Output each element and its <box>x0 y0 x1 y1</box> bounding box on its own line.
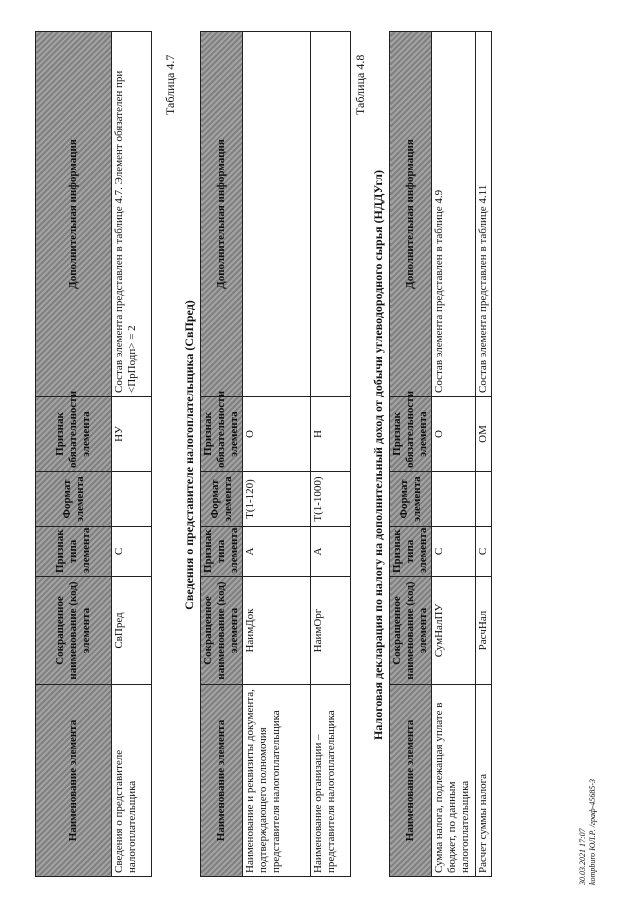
header-cell: Признак типа элемента <box>36 527 112 577</box>
header-cell: Наименование элемента <box>201 685 243 877</box>
header-cell: Дополнительная информация <box>390 32 432 397</box>
cell: Сведения о представителе налогоплательщика <box>112 685 152 877</box>
table-row <box>476 32 492 877</box>
document-stamp <box>578 779 598 885</box>
header-cell: Признак обязательности элемента <box>390 397 432 472</box>
stamp-id: kompburo ЮЛ.Р. /граф-45685-3 <box>588 778 597 885</box>
header-cell: Признак обязательности элемента <box>201 397 243 472</box>
table-label: Таблица 4.8 <box>353 54 367 115</box>
header-cell: Признак обязательности элемента <box>36 397 112 472</box>
cell: О <box>432 397 476 472</box>
header-cell: Дополнительная информация <box>36 32 112 397</box>
table-label: Таблица 4.7 <box>163 54 177 115</box>
cell: ОМ <box>476 397 492 472</box>
cell: Н <box>311 397 351 472</box>
cell <box>243 32 311 397</box>
cell: А <box>311 527 351 577</box>
header-cell: Формат элемента <box>201 472 243 527</box>
table-row <box>112 32 152 877</box>
header-cell: Сокращенное наименование (код) элемента <box>201 577 243 685</box>
header-cell: Формат элемента <box>390 472 432 527</box>
cell <box>311 32 351 397</box>
header-cell: Признак типа элемента <box>201 527 243 577</box>
header-cell: Дополнительная информация <box>201 32 243 397</box>
cell: СвПред <box>112 577 152 685</box>
cell <box>112 472 152 527</box>
cell: T(1-120) <box>243 472 311 527</box>
cell: СумНалПУ <box>432 577 476 685</box>
cell: С <box>112 527 152 577</box>
cell: А <box>243 527 311 577</box>
header-cell: Наименование элемента <box>390 685 432 877</box>
cell: НаимОрг <box>311 577 351 685</box>
table-header-row <box>36 32 112 877</box>
cell: РасчНал <box>476 577 492 685</box>
cell: Наименование и реквизиты документа, подтверждающего полномочия представителя налогоплательщика <box>243 685 311 877</box>
table-1 <box>35 31 152 877</box>
table-header-row <box>201 32 243 877</box>
cell: T(1-1000) <box>311 472 351 527</box>
table-2 <box>200 31 351 877</box>
section-title: Сведения о представителе налогоплательщика (СвПред) <box>182 300 196 610</box>
cell: Состав элемента представлен в таблице 4.7. Элемент обязателен при <ПрПодп> = 2 <box>112 32 152 397</box>
header-cell: Сокращенное наименование (код) элемента <box>390 577 432 685</box>
header-cell: Наименование элемента <box>36 685 112 877</box>
header-cell: Признак типа элемента <box>390 527 432 577</box>
header-cell: Сокращенное наименование (код) элемента <box>36 577 112 685</box>
section-title: Налоговая декларация по налогу на дополнительный доход от добычи углеводородного сырья (НДДУгл) <box>371 170 385 740</box>
cell: Сумма налога, подлежащая уплате в бюджет, по данным налогоплательщика <box>432 685 476 877</box>
cell: НУ <box>112 397 152 472</box>
cell: С <box>432 527 476 577</box>
table-row <box>311 32 351 877</box>
cell <box>476 472 492 527</box>
table-header-row <box>390 32 432 877</box>
header-cell: Формат элемента <box>36 472 112 527</box>
cell: О <box>243 397 311 472</box>
table-row <box>432 32 476 877</box>
cell: Состав элемента представлен в таблице 4.11 <box>476 32 492 397</box>
stamp-date: 30.03.2021 17:07 <box>578 828 587 885</box>
table-3 <box>389 31 492 877</box>
cell: НаимДок <box>243 577 311 685</box>
cell: Наименование организации – представителя налогоплательщика <box>311 685 351 877</box>
cell: С <box>476 527 492 577</box>
cell <box>432 472 476 527</box>
cell: Расчет суммы налога <box>476 685 492 877</box>
table-row <box>243 32 311 877</box>
cell: Состав элемента представлен в таблице 4.9 <box>432 32 476 397</box>
